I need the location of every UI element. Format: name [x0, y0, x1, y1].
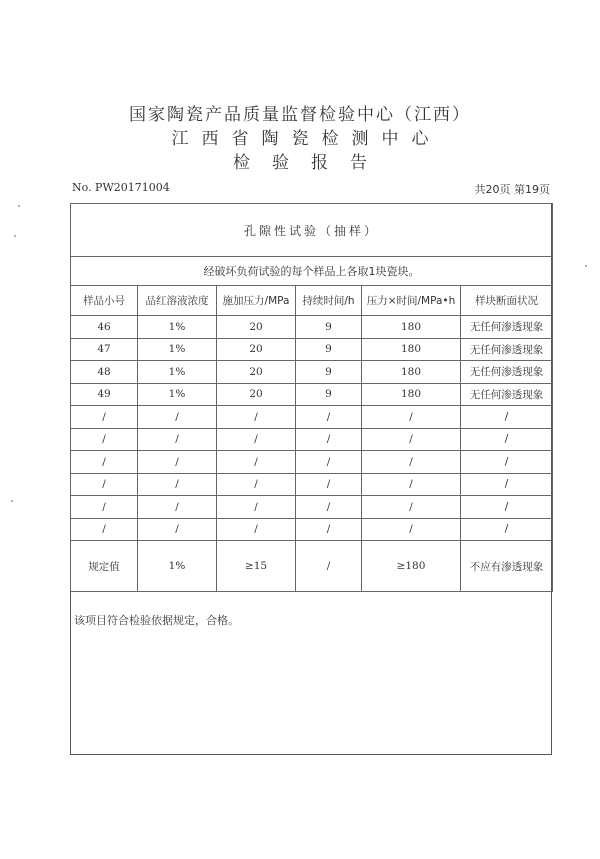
- table-cell: /: [138, 451, 217, 474]
- test-description: 经破坏负荷试验的每个样品上各取1块瓷块。: [71, 257, 553, 286]
- header-row: [71, 286, 553, 316]
- table-row: [71, 383, 553, 406]
- column-header: 施加压力/MPa: [217, 286, 296, 316]
- spec-row: [71, 541, 553, 592]
- table-row: [71, 316, 553, 339]
- table-cell: /: [461, 473, 553, 496]
- table-row: [71, 338, 553, 361]
- table-cell: /: [138, 518, 217, 541]
- table-cell: /: [461, 406, 553, 429]
- table-cell: /: [217, 406, 296, 429]
- table-row: [71, 428, 553, 451]
- table-cell: /: [296, 518, 362, 541]
- table-cell: /: [217, 496, 296, 519]
- table-row: [71, 473, 553, 496]
- table-cell: /: [71, 473, 138, 496]
- table-cell: 9: [296, 383, 362, 406]
- table-cell: 1%: [138, 383, 217, 406]
- table-row: [71, 496, 553, 519]
- table-cell: /: [362, 406, 461, 429]
- table-row: [71, 406, 553, 429]
- spec-cell: ≥180: [362, 541, 461, 592]
- table-cell: 20: [217, 383, 296, 406]
- table-cell: 49: [71, 383, 138, 406]
- spec-cell: /: [296, 541, 362, 592]
- table-cell: /: [461, 496, 553, 519]
- table-cell: /: [217, 473, 296, 496]
- table-cell: /: [362, 451, 461, 474]
- report-type: 检验报告: [233, 153, 389, 173]
- table-cell: 20: [217, 338, 296, 361]
- scan-speck: [11, 500, 13, 502]
- table-cell: 47: [71, 338, 138, 361]
- spec-cell: 不应有渗透现象: [461, 541, 553, 592]
- table-cell: /: [71, 451, 138, 474]
- table-cell: /: [217, 451, 296, 474]
- table-cell: /: [296, 406, 362, 429]
- results-table: [70, 203, 553, 592]
- scan-speck: [585, 265, 587, 267]
- table-cell: 180: [362, 383, 461, 406]
- center-subname: 江西省陶瓷检测中心: [171, 129, 442, 149]
- table-cell: 无任何渗透现象: [461, 316, 553, 339]
- table-cell: /: [461, 451, 553, 474]
- column-header: 持续时间/h: [296, 286, 362, 316]
- table-cell: 180: [362, 338, 461, 361]
- spec-cell: ≥15: [217, 541, 296, 592]
- table-cell: 46: [71, 316, 138, 339]
- table-cell: /: [138, 406, 217, 429]
- table-cell: /: [71, 496, 138, 519]
- table-cell: /: [138, 473, 217, 496]
- table-cell: 48: [71, 361, 138, 384]
- table-cell: 无任何渗透现象: [461, 338, 553, 361]
- table-cell: 20: [217, 316, 296, 339]
- table-cell: /: [217, 518, 296, 541]
- conclusion: 该项目符合检验依据规定，合格。: [74, 614, 239, 627]
- table-row: [71, 451, 553, 474]
- table-cell: /: [296, 428, 362, 451]
- table-row: [71, 518, 553, 541]
- column-header: 品红溶液浓度: [138, 286, 217, 316]
- table-cell: 无任何渗透现象: [461, 361, 553, 384]
- scan-speck: [14, 235, 16, 237]
- table-cell: /: [296, 451, 362, 474]
- table-cell: /: [362, 428, 461, 451]
- table-cell: 无任何渗透现象: [461, 383, 553, 406]
- table-cell: /: [71, 518, 138, 541]
- column-header: 样块断面状况: [461, 286, 553, 316]
- table-cell: 9: [296, 316, 362, 339]
- spec-cell: 1%: [138, 541, 217, 592]
- table-cell: /: [362, 473, 461, 496]
- scan-speck: [18, 205, 20, 207]
- table-cell: /: [138, 496, 217, 519]
- table-cell: /: [71, 428, 138, 451]
- spec-cell: 规定值: [71, 541, 138, 592]
- center-name: 国家陶瓷产品质量监督检验中心（江西）: [129, 105, 471, 125]
- table-cell: /: [296, 496, 362, 519]
- table-cell: 9: [296, 338, 362, 361]
- table-row: [71, 361, 553, 384]
- table-cell: /: [461, 428, 553, 451]
- table-cell: 1%: [138, 361, 217, 384]
- table-cell: 1%: [138, 338, 217, 361]
- table-cell: /: [461, 518, 553, 541]
- page-count: 共20页 第19页: [474, 183, 550, 196]
- table-cell: /: [362, 518, 461, 541]
- test-title: 孔隙性试验（抽样）: [71, 204, 553, 257]
- table-cell: 180: [362, 316, 461, 339]
- table-cell: /: [71, 406, 138, 429]
- table-cell: 9: [296, 361, 362, 384]
- table-cell: /: [138, 428, 217, 451]
- column-header: 样品小号: [71, 286, 138, 316]
- table-cell: 20: [217, 361, 296, 384]
- table-cell: 180: [362, 361, 461, 384]
- table-cell: /: [362, 496, 461, 519]
- table-cell: /: [296, 473, 362, 496]
- report-number: No. PW20171004: [72, 181, 170, 194]
- table-cell: 1%: [138, 316, 217, 339]
- column-header: 压力×时间/MPa•h: [362, 286, 461, 316]
- table-cell: /: [217, 428, 296, 451]
